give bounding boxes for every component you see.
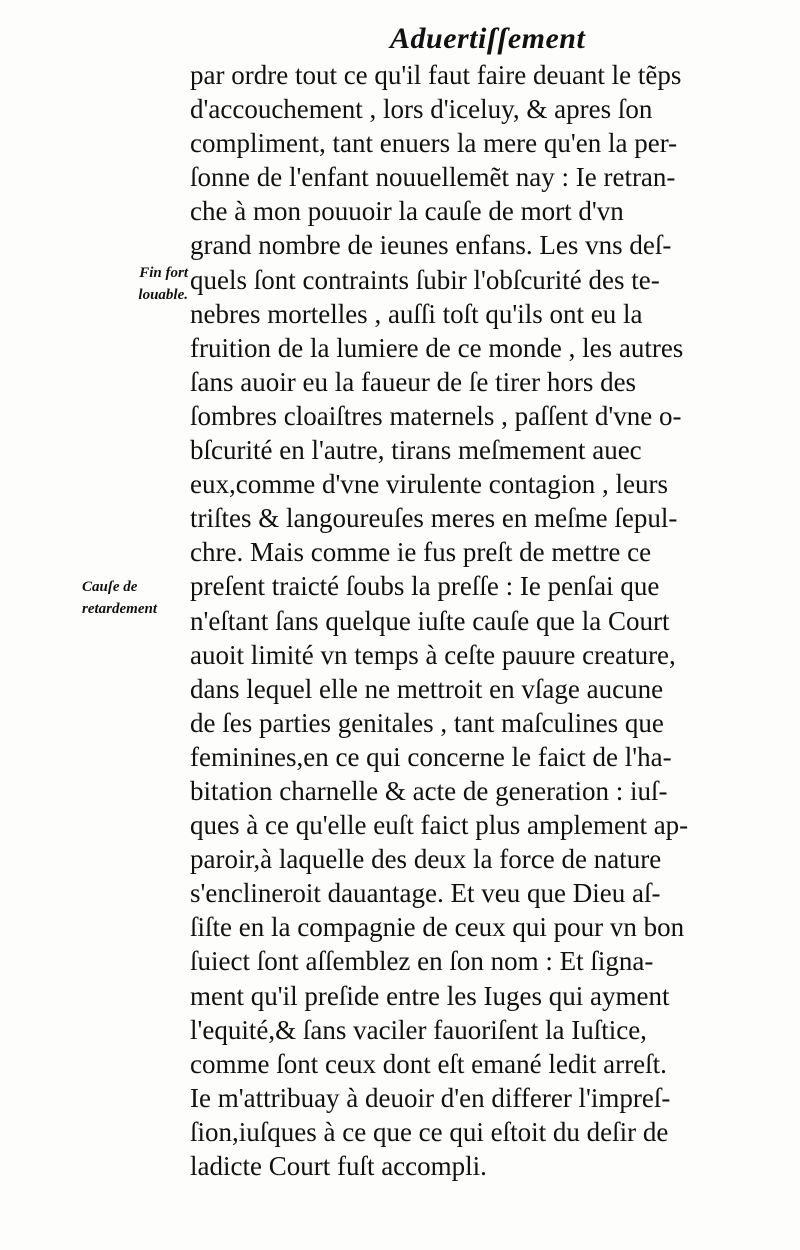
text-line: ſombres cloaiſtres maternels , paſſent d'vne o- xyxy=(190,400,682,431)
text-line: Ie m'attribuay à deuoir d'en differer l'impreſ- xyxy=(190,1082,671,1113)
margin-note-line: Fin fort xyxy=(139,265,188,281)
text-line: compliment, tant enuers la mere qu'en la per- xyxy=(190,128,678,159)
text-line: s'enclineroit dauantage. Et veu que Dieu aſ- xyxy=(190,878,661,909)
text-line: par ordre tout ce qu'il faut faire deuant le tẽps xyxy=(190,60,682,90)
text-line: de ſes parties genitales , tant maſculines que xyxy=(190,707,664,738)
running-title: Aduertiſſement xyxy=(390,22,586,55)
text-line: quels ſont contraints ſubir l'obſcurité des te- xyxy=(190,264,660,295)
text-line: nebres mortelles , auſſi toſt qu'ils ont eu la xyxy=(190,298,643,329)
text-line: fruition de la lumiere de ce monde , les autres xyxy=(190,332,684,363)
text-line: ment qu'il preſide entre les Iuges qui ayment xyxy=(190,980,670,1011)
text-line: preſent traicté ſoubs la preſſe : Ie penſai que xyxy=(190,571,660,602)
text-line: ſonne de l'enfant nouuellemẽt nay : Ie retran- xyxy=(190,162,676,193)
text-line: ladicte Court fuſt accompli. xyxy=(190,1151,487,1181)
text-line: comme ſont ceux dont eſt emané ledit arreſt. xyxy=(190,1048,667,1079)
text-line: bſcurité en l'autre, tirans meſmement auec xyxy=(190,435,642,466)
text-line: feminines,en ce qui concerne le faict de l'ha- xyxy=(190,741,672,772)
text-line: ſuiect ſont aſſemblez en ſon nom : Et ſigna- xyxy=(190,946,654,977)
text-line: ques à ce qu'elle euſt faict plus amplement ap- xyxy=(190,810,689,841)
text-line: che à mon pouuoir la cauſe de mort d'vn xyxy=(190,196,624,227)
text-line: triſtes & langoureuſes meres en meſme ſepul- xyxy=(190,503,678,534)
text-line: paroir,à laquelle des deux la force de nature xyxy=(190,844,662,875)
text-line: bitation charnelle & acte de generation : iuſ- xyxy=(190,775,668,806)
margin-note-line: retardement xyxy=(82,601,157,617)
body-text xyxy=(190,58,760,1183)
text-line: chre. Mais comme ie fus preſt de mettre ce xyxy=(190,537,652,568)
margin-note-line: Cauſe de xyxy=(82,579,138,595)
text-line: ſion,iuſques à ce que ce qui eſtoit du deſir de xyxy=(190,1116,669,1147)
text-line: ſans auoir eu la faueur de ſe tirer hors des xyxy=(190,366,637,397)
text-line: ſiſte en la compagnie de ceux qui pour vn bon xyxy=(190,912,685,943)
text-line: d'accouchement , lors d'iceluy, & apres ſon xyxy=(190,94,653,125)
text-line: l'equité,& ſans vaciler fauoriſent la Iuſtice, xyxy=(190,1014,647,1045)
margin-note-1 xyxy=(82,262,188,306)
text-line: grand nombre de ieunes enfans. Les vns deſ- xyxy=(190,230,672,261)
text-line: n'eſtant ſans quelque iuſte cauſe que la Court xyxy=(190,605,670,636)
margin-note-2 xyxy=(82,576,188,620)
text-line: eux,comme d'vne virulente contagion , leurs xyxy=(190,469,668,500)
text-line: auoit limité vn temps à ceſte pauure creature, xyxy=(190,639,676,670)
margin-note-line: louable. xyxy=(138,287,188,303)
text-line: dans lequel elle ne mettroit en vſage aucune xyxy=(190,673,664,704)
